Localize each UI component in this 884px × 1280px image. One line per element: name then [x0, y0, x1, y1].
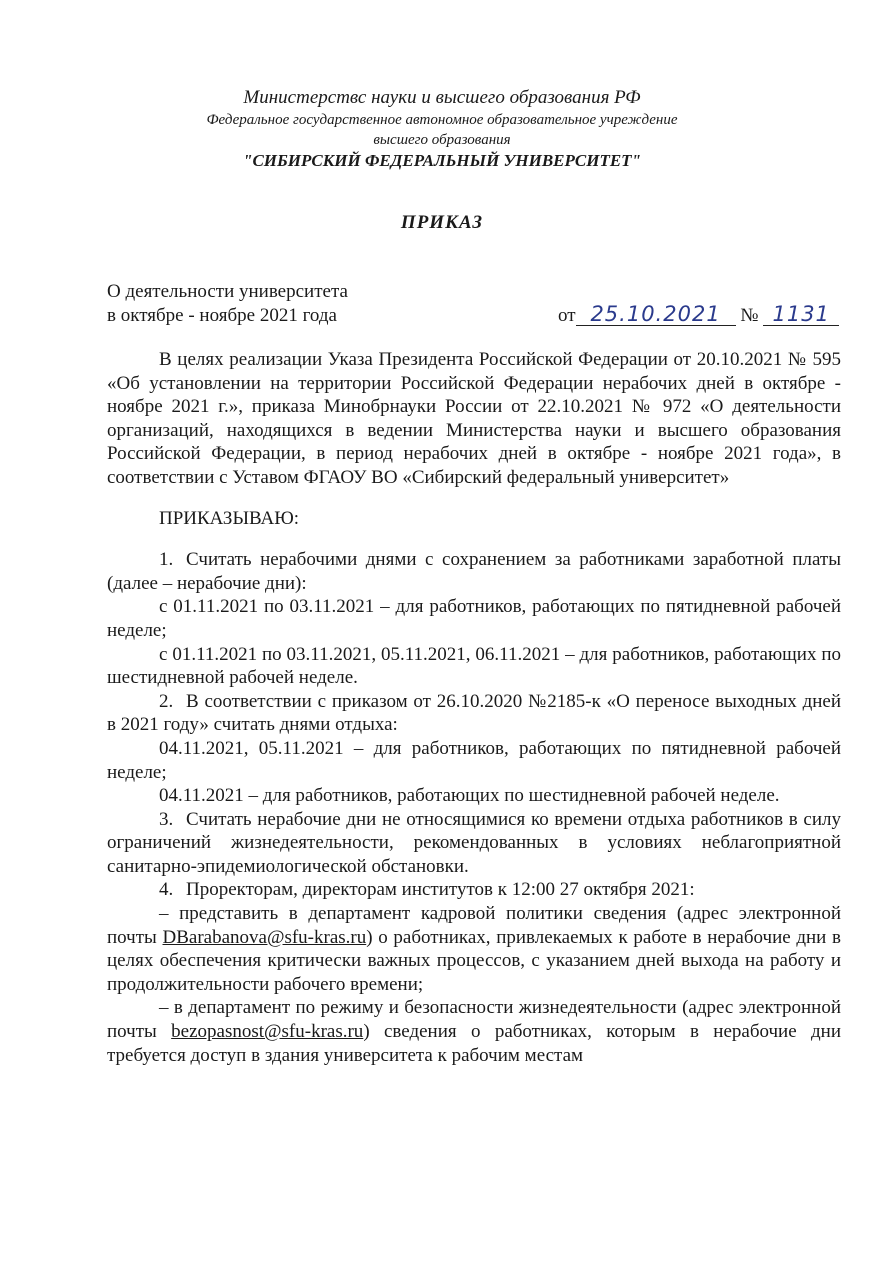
- item-1-subitem-a: с 01.11.2021 по 03.11.2021 – для работников, работающих по пятидневной рабочей неделе;: [107, 596, 841, 641]
- item-4: [107, 878, 841, 902]
- item-4-subitem-b: [107, 996, 841, 1067]
- item-2-number: 2.: [159, 690, 174, 712]
- item-4-subitem-a: [107, 902, 841, 996]
- item-4-a-after-email: ) о работниках, привлекаемых к работе в нерабочие дни в целях обеспечения критически важных процессов, с указанием дней выхода на работу и продолжительности рабочего времени;: [107, 926, 842, 995]
- date-prefix: от: [558, 305, 576, 326]
- item-2: [107, 690, 841, 737]
- subject-line-2: в октябре - ноябре 2021 года: [107, 305, 337, 326]
- institution-line-1: Федеральное государственное автономное образовательное учреждение: [206, 112, 678, 128]
- order-date-number: [558, 303, 839, 328]
- item-2-text: В соответствии с приказом от 26.10.2020 №2185-к «О переносе выходных дней в 2021 году» считать днями отдыха:: [107, 690, 841, 736]
- item-2-subitem-b: 04.11.2021 – для работников, работающих по шестидневной рабочей неделе.: [159, 785, 780, 807]
- handwritten-number: 1131: [763, 303, 839, 326]
- item-4-a-before-email: – представить в департамент кадровой политики сведения (адрес электронной почты: [107, 903, 841, 948]
- handwritten-date: 25.10.2021: [576, 303, 736, 326]
- document-body: [107, 348, 841, 1067]
- security-email-link[interactable]: bezopasnost@sfu-kras.ru: [171, 1021, 364, 1043]
- item-3-number: 3.: [159, 808, 174, 830]
- institution-line-2: высшего образования: [373, 132, 511, 148]
- subject-line-1: О деятельности университета: [107, 281, 348, 302]
- item-2-subitem-a: 04.11.2021, 05.11.2021 – для работников, работающих по пятидневной рабочей неделе;: [107, 737, 841, 783]
- item-3: [107, 808, 841, 879]
- hr-email-link[interactable]: DBarabanova@sfu-kras.ru: [162, 926, 367, 948]
- order-subject: [107, 280, 348, 328]
- item-3-text: Считать нерабочие дни не относящимися ко времени отдыха работников в силу ограничений жизнедеятельности, рекомендованных в условиях неблагоприятной санитарно-эпидемиологической обстановки.: [107, 808, 841, 877]
- item-1-subitem-b: с 01.11.2021 по 03.11.2021, 05.11.2021, 06.11.2021 – для работников, работающих по шестидневной рабочей неделе.: [107, 643, 841, 689]
- item-1-text: Считать нерабочими днями с сохранением за работниками заработной платы (далее – нерабочие дни):: [107, 549, 841, 594]
- number-prefix: №: [740, 305, 759, 326]
- order-word: ПРИКАЗЫВАЮ:: [159, 507, 300, 529]
- document-title: ПРИКАЗ: [400, 212, 484, 233]
- preamble-paragraph: В целях реализации Указа Президента Российской Федерации от 20.10.2021 № 595 «Об установлении на территории Российской Федерации нерабочих дней в октябре - ноябре 2021 г.», приказа Минобрнауки России от 22.10.2021 № 972 «О деятельности организаций, находящихся в ведении Министерства науки и высшего образования Российской Федерации, в период нерабочих дней в октябре - ноябре 2021 года», в соответствии с Уставом ФГАОУ ВО «Сибирский федеральный университет»: [107, 349, 841, 488]
- document-header: [0, 86, 884, 172]
- item-4-number: 4.: [159, 879, 174, 901]
- university-name: "СИБИРСКИЙ ФЕДЕРАЛЬНЫЙ УНИВЕРСИТЕТ": [243, 151, 641, 170]
- ministry-name: Министерствс науки и высшего образования РФ: [243, 87, 641, 108]
- item-1-number: 1.: [159, 549, 174, 571]
- item-4-text: Проректорам, директорам институтов к 12:00 27 октября 2021:: [186, 879, 695, 901]
- item-4-b-before-email: – в департамент по режиму и безопасности жизнедеятельности (адрес электронной почты: [107, 997, 841, 1043]
- item-4-b-after-email: ) сведения о работниках, которым в нерабочие дни требуется доступ в здания университета к рабочим местам: [107, 1021, 841, 1066]
- item-1: [107, 548, 841, 595]
